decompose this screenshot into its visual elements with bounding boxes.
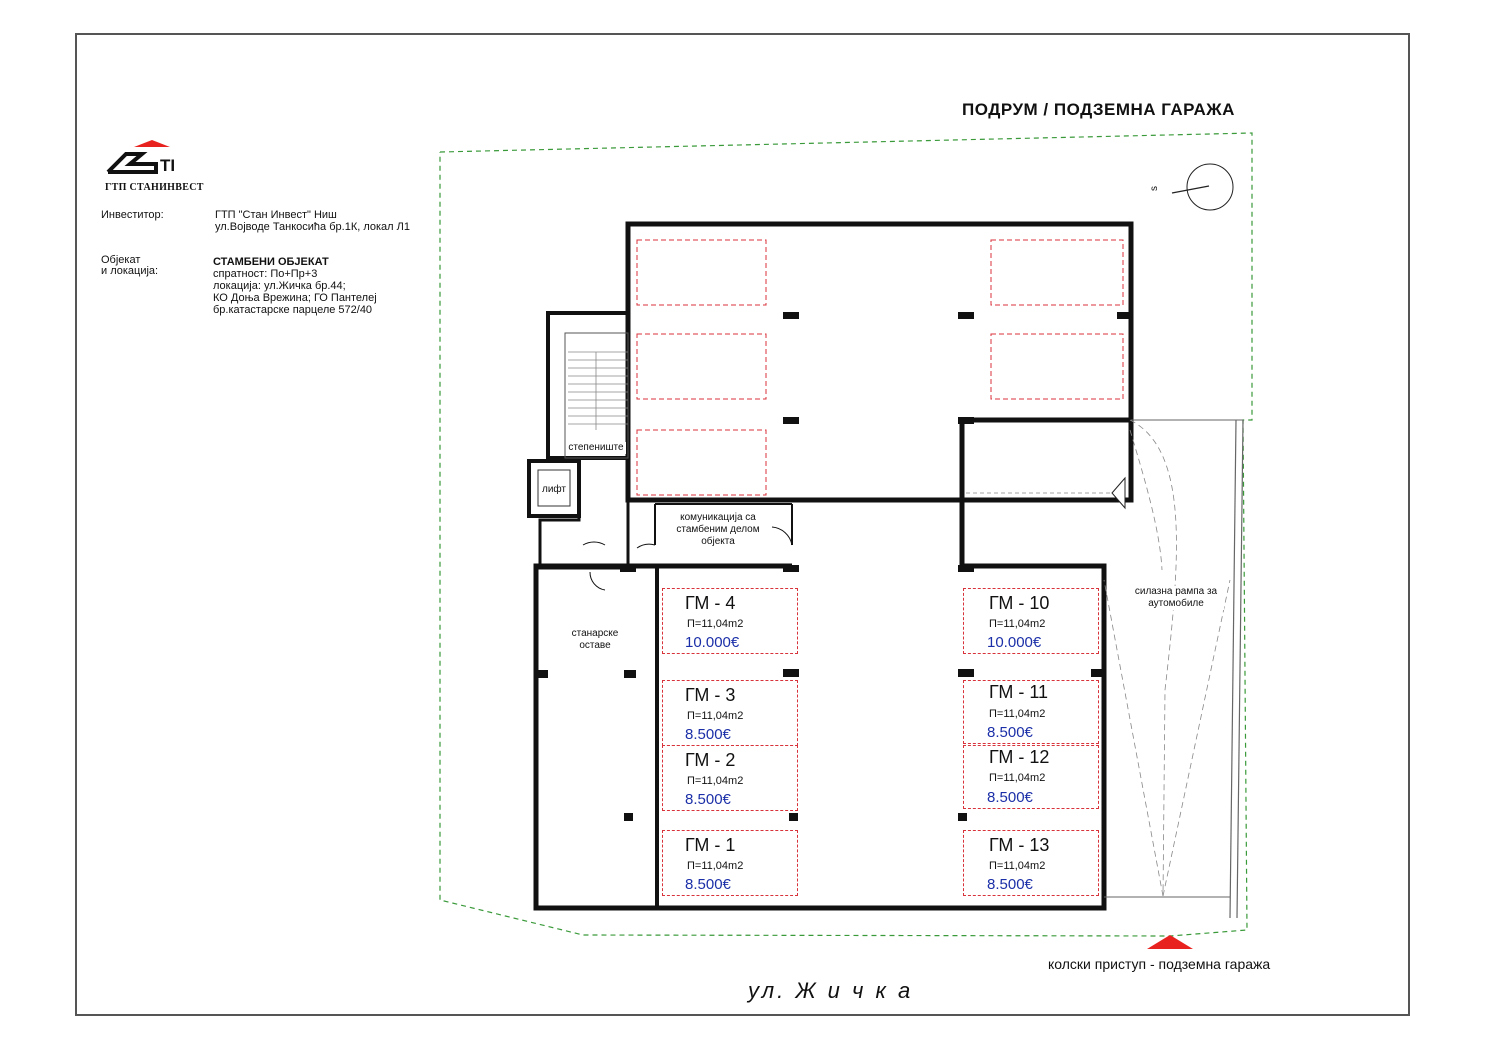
spot-area: П=11,04m2 [989,772,1046,784]
company-logo [104,138,204,180]
parking-spot [662,830,798,896]
spot-name: ГМ - 3 [685,685,736,705]
spot-price: 8.500€ [685,726,731,743]
spot-area: П=11,04m2 [687,775,744,787]
spot-area: П=11,04m2 [989,618,1046,630]
logo-mark [104,138,204,180]
spot-price: 8.500€ [685,791,731,808]
spot-area: П=11,04m2 [687,860,744,872]
spot-price: 10.000€ [685,634,740,651]
spot-name: ГМ - 1 [685,835,736,855]
page-title: ПОДРУМ / ПОДЗЕМНА ГАРАЖА [962,100,1235,119]
object-location: локација: ул.Жичка бр.44; [213,280,346,292]
object-name: СТАМБЕНИ ОБЈЕКАТ [213,256,329,268]
investor-address: ул.Војводе Танкосића бр.1К, локал Л1 [215,221,410,233]
communication-label: комуникација са стамбеним делом објекта [676,512,760,547]
spot-name: ГМ - 10 [989,593,1050,613]
spot-area: П=11,04m2 [687,618,744,630]
spot-name: ГМ - 4 [685,593,736,613]
spot-area: П=11,04m2 [687,710,744,722]
spot-area: П=11,04m2 [989,708,1046,720]
object-label: Објекат [101,254,141,266]
street-label: ул. Ж и ч к а [748,978,914,1003]
object-floors: спратност: По+Пр+3 [213,268,318,280]
spot-name: ГМ - 2 [685,750,736,770]
object-municipality: КО Доња Врежина; ГО Пантелеј [213,292,377,304]
compass-label: s [1149,186,1160,191]
parking-spot [963,680,1099,744]
parking-spot [662,588,798,654]
stairs-label: степениште [566,442,626,454]
spot-name: ГМ - 12 [989,747,1050,767]
upper-hall-walls [628,224,1131,500]
spot-price: 8.500€ [987,724,1033,741]
elevator-label: лифт [541,484,566,495]
parking-spot [963,745,1099,809]
location-label: и локација: [101,265,159,277]
spot-name: ГМ - 13 [989,835,1050,855]
stairwell-walls [548,313,628,458]
object-parcel: бр.катастарске парцеле 572/40 [213,304,373,316]
parking-spot [662,680,798,746]
svg-text:TI: TI [160,156,176,175]
storage-label: станарске оставе [571,628,619,651]
access-label: колски приступ - подземна гаража [1048,956,1271,972]
spot-price: 8.500€ [685,876,731,893]
access-arrow-icon [1147,934,1193,950]
parking-spot [963,588,1099,654]
investor-name: ГТП "Стан Инвест" Ниш [215,209,337,221]
ramp-label: силазна рампа за аутомобиле [1128,586,1224,610]
company-name: ГТП СТАНИНВЕСТ [105,182,204,193]
spot-area: П=11,04m2 [989,860,1046,872]
investor-label: Инвеститор: [101,209,164,221]
parking-spot [662,745,798,811]
north-arrow [1172,164,1233,210]
spot-name: ГМ - 11 [989,682,1049,702]
spot-price: 10.000€ [987,634,1042,651]
parking-spot [963,830,1099,896]
spot-price: 8.500€ [987,876,1033,893]
spot-price: 8.500€ [987,789,1033,806]
